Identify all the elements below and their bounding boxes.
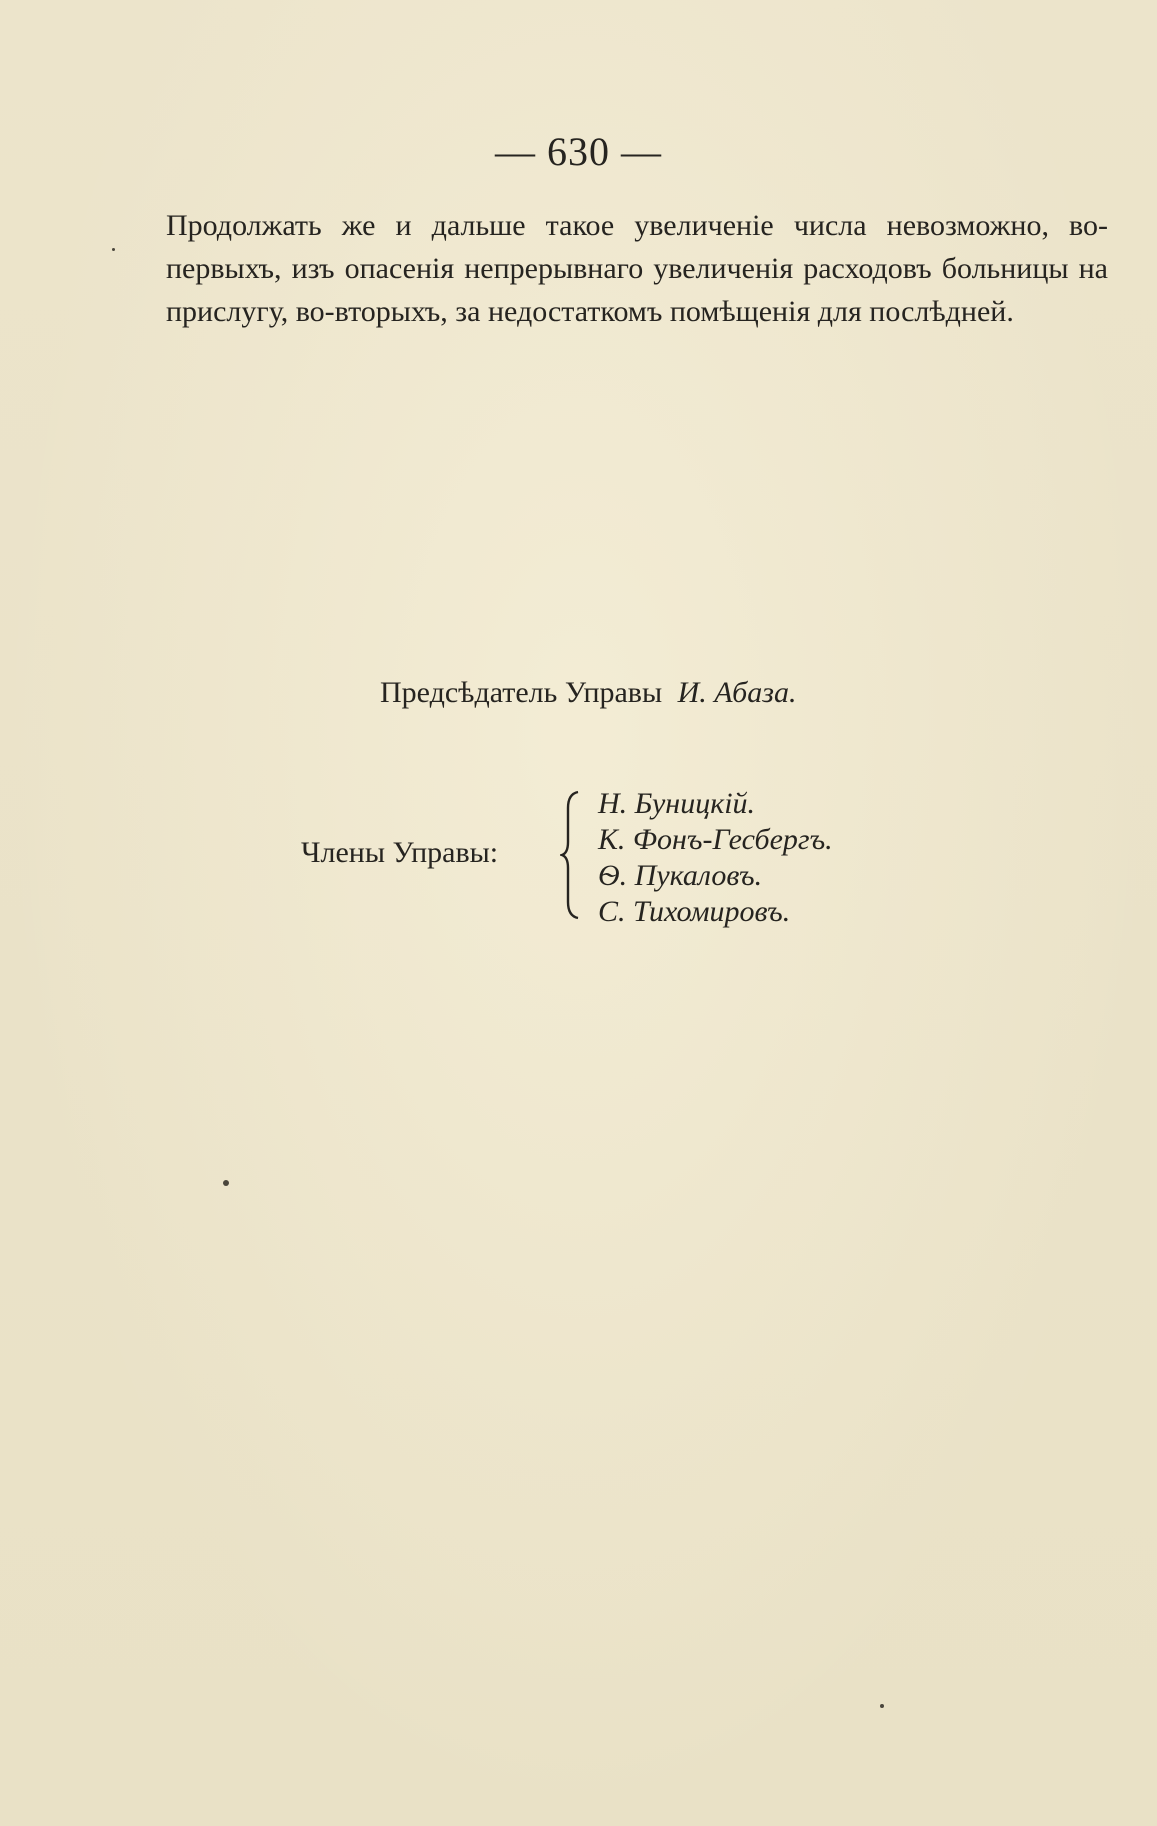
chairman-name: И. Абаза. — [677, 676, 797, 709]
chairman-signature — [380, 676, 796, 710]
page-number: — 630 — — [495, 129, 662, 174]
body-paragraph-block — [166, 204, 1108, 333]
members-label: Члены Управы: — [301, 836, 499, 869]
member-name: К. Фонъ-Гесбергъ. — [598, 823, 833, 856]
member-name: С. Тихомировъ. — [598, 895, 791, 928]
members-list — [598, 786, 833, 930]
member-name: Ѳ. Пукаловъ. — [598, 859, 763, 892]
ink-speck — [223, 1180, 229, 1186]
chairman-label: Предсѣдатель Управы — [380, 676, 663, 709]
member-name: Н. Буницкій. — [598, 787, 756, 820]
ink-speck — [880, 1704, 884, 1708]
ink-speck — [112, 248, 115, 251]
left-brace-icon — [560, 790, 582, 920]
body-paragraph: Продолжать же и дальше такое увеличеніе числа невозможно, во-первыхъ, изъ опасенія непрерывнаго увеличенія расходовъ больницы на прислугу, во-вторыхъ, за недостаткомъ помѣщенія для послѣдней. — [166, 209, 1108, 328]
